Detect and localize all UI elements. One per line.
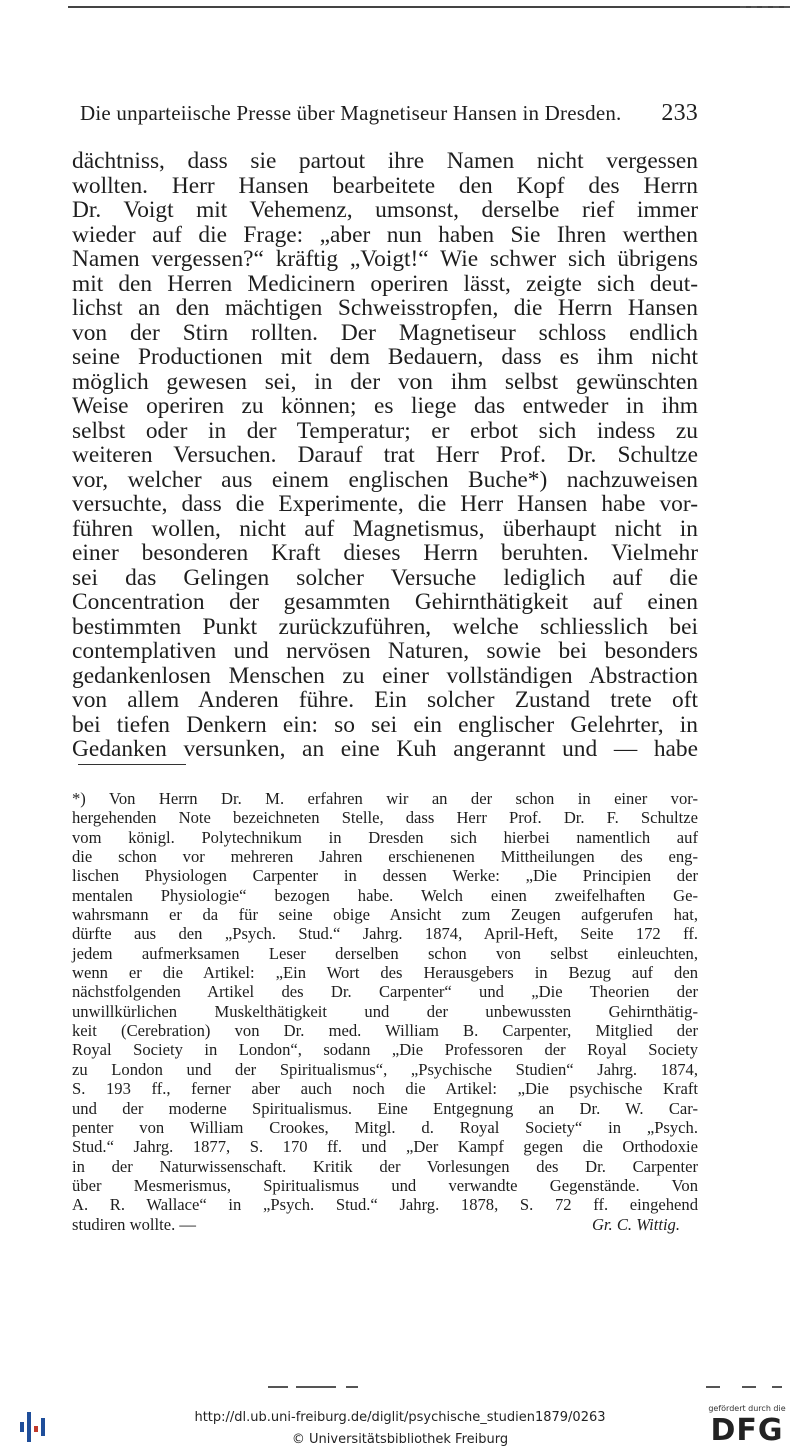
text-line: lichst an den mächtigen Schweisstropfen, die Herrn Hansen bbox=[72, 295, 698, 321]
text-line: vor, welcher aus einem englischen Buche*) nachzuweisen bbox=[72, 466, 698, 493]
footnote-line: penter von William Crookes, Mitgl. d. Royal Society“ in „Psych. bbox=[72, 1117, 698, 1137]
footer-bar bbox=[0, 1402, 800, 1454]
footnote-line: unwillkürlichen Muskelthätigkeit und der unbewussten Gehirnthätig- bbox=[72, 1001, 698, 1021]
text-line: führen wollen, nicht auf Magnetismus, überhaupt nicht in bbox=[72, 515, 698, 542]
text-line: contemplativen und nervösen Naturen, sowie bei besonders bbox=[72, 638, 698, 664]
footnote bbox=[72, 789, 698, 1234]
top-rule-dashes bbox=[740, 6, 790, 8]
footnote-line: Royal Society in London“, sodann „Die Professoren der Royal Society bbox=[72, 1040, 698, 1060]
text-line: dächtniss, dass sie partout ihre Namen nicht vergessen bbox=[72, 148, 698, 174]
footnote-line: A. R. Wallace“ in „Psych. Stud.“ Jahrg. 1878, S. 72 ff. eingehend bbox=[72, 1195, 698, 1215]
text-line: mit den Herren Medicinern operiren lässt, zeigte sich deut- bbox=[72, 270, 698, 297]
text-line: weiteren Versuchen. Darauf trat Herr Prof. Dr. Schultze bbox=[72, 442, 698, 468]
running-header bbox=[80, 100, 698, 126]
footnote-line: zu London und der Spiritualismus“, „Psychische Studien“ Jahrg. 1874, bbox=[72, 1059, 698, 1079]
footnote-line: *) Von Herrn Dr. M. erfahren wir an der schon in einer vor- bbox=[72, 789, 698, 808]
text-line: Concentration der gesammten Gehirnthätigkeit auf einen bbox=[72, 589, 698, 615]
bottom-scan-marks bbox=[0, 1386, 800, 1390]
footnote-separator bbox=[78, 764, 186, 765]
text-line: seine Productionen mit dem Bedauern, dass es ihm nicht bbox=[72, 344, 698, 370]
text-line: Weise operiren zu können; es liege das entweder in ihm bbox=[72, 393, 698, 419]
footnote-line: die schon vor mehreren Jahren erschienenen Mittheilungen des eng- bbox=[72, 847, 698, 867]
footnote-line: und der moderne Spiritualismus. Eine Entgegnung an Dr. W. Car- bbox=[72, 1098, 698, 1118]
text-line: bestimmten Punkt zurückzuführen, welche schliesslich bei bbox=[72, 613, 698, 640]
text-line: möglich gewesen sei, in der von ihm selbst gewünschten bbox=[72, 368, 698, 395]
top-rule bbox=[68, 6, 788, 8]
footnote-line: lischen Physiologen Carpenter in dessen Werke: „Die Principien der bbox=[72, 866, 698, 886]
text-line: von allem Anderen führe. Ein solcher Zustand trete oft bbox=[72, 687, 698, 713]
footnote-line: vom königl. Polytechnikum in Dresden sich hierbei namentlich auf bbox=[72, 827, 698, 847]
sponsor-note: gefördert durch die bbox=[708, 1404, 786, 1413]
text-line: wollten. Herr Hansen bearbeitete den Kopf des Herrn bbox=[72, 172, 698, 199]
footnote-line: wenn er die Artikel: „Ein Wort des Herausgebers in Bezug auf den bbox=[72, 963, 698, 983]
text-line: Namen vergessen?“ kräftig „Voigt!“ Wie schwer sich übrigens bbox=[72, 246, 698, 272]
text-line: selbst oder in der Temperatur; er erbot sich indess zu bbox=[72, 417, 698, 444]
text-line: einer besonderen Kraft dieses Herrn beruhten. Vielmehr bbox=[72, 540, 698, 566]
text-line: bei tiefen Denkern ein: so sei ein englischer Gelehrter, in bbox=[72, 711, 698, 738]
source-url[interactable]: http://dl.ub.uni-freiburg.de/diglit/psychische_studien1879/0263 bbox=[194, 1410, 606, 1425]
footnote-line: über Mesmerismus, Spiritualismus und verwandte Gegenstände. Von bbox=[72, 1175, 698, 1195]
text-line: sei das Gelingen solcher Versuche lediglich auf die bbox=[72, 564, 698, 591]
copyright-notice: © Universitätsbibliothek Freiburg bbox=[291, 1432, 509, 1447]
page-number: 233 bbox=[661, 100, 698, 126]
text-line: Gedanken versunken, an eine Kuh angerannt und — habe bbox=[72, 736, 698, 762]
dfg-sponsor bbox=[702, 1404, 792, 1452]
footnote-line: S. 193 ff., ferner aber auch noch die Artikel: „Die psychische Kraft bbox=[72, 1079, 698, 1099]
footnote-line: nächstfolgenden Artikel des Dr. Carpenter“ und „Die Theorien der bbox=[72, 982, 698, 1002]
dfg-logo: DFG bbox=[710, 1413, 784, 1448]
text-line: wieder auf die Frage: „aber nun haben Sie Ihren werthen bbox=[72, 221, 698, 248]
text-line: gedankenlosen Menschen zu einer vollständigen Abstraction bbox=[72, 662, 698, 689]
footnote-line: Stud.“ Jahrg. 1877, S. 170 ff. und „Der Kampf gegen die Orthodoxie bbox=[72, 1137, 698, 1157]
footnote-line: wahrsmann er da für seine obige Ansicht zum Zeugen aufgerufen hat, bbox=[72, 905, 698, 925]
footnote-last-line: studiren wollte. — bbox=[72, 1214, 196, 1234]
running-title: Die unparteiische Presse über Magnetiseur Hansen in Dresden. bbox=[80, 101, 622, 125]
footnote-line: jedem aufmerksamen Leser derselben schon von selbst einleuchten, bbox=[72, 943, 698, 963]
footnote-line: hergehenden Note bezeichneten Stelle, dass Herr Prof. Dr. F. Schultze bbox=[72, 808, 698, 828]
text-line: Dr. Voigt mit Vehemenz, umsonst, derselbe rief immer bbox=[72, 197, 698, 223]
main-text bbox=[72, 149, 698, 762]
text-line: von der Stirn rollten. Der Magnetiseur schloss endlich bbox=[72, 319, 698, 346]
footnote-line: mentalen Physiologie“ bezogen habe. Welch einen zweifelhaften Ge- bbox=[72, 885, 698, 905]
footnote-line: keit (Cerebration) von Dr. med. William B. Carpenter, Mitglied der bbox=[72, 1021, 698, 1041]
signature: Gr. C. Wittig. bbox=[591, 1214, 680, 1234]
text-line: versuchte, dass die Experimente, die Herr Hansen habe vor- bbox=[72, 491, 698, 517]
footnote-closing bbox=[72, 1215, 698, 1234]
footnote-line: in der Naturwissenschaft. Kritik der Vorlesungen des Dr. Carpenter bbox=[72, 1156, 698, 1176]
footnote-line: dürfte aus den „Psych. Stud.“ Jahrg. 1874, April-Heft, Seite 172 ff. bbox=[72, 924, 698, 944]
